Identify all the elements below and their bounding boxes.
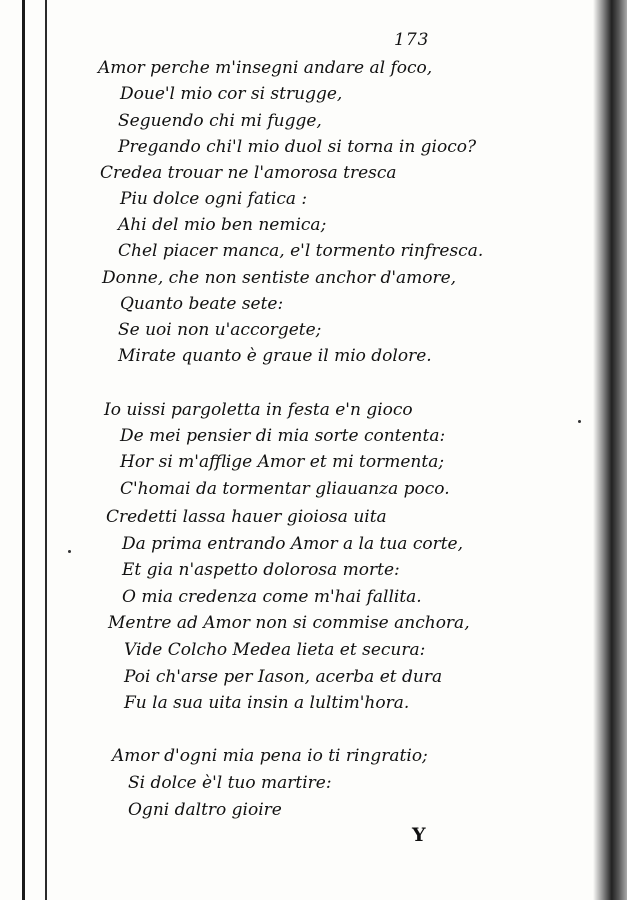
verse-line: Se uoi non u'accorgete; (118, 320, 322, 340)
verse-line: Doue'l mio cor si strugge, (120, 84, 343, 104)
verse-line: Fu la sua uita insin a lultim'hora. (124, 693, 410, 713)
verse-line: Credea trouar ne l'amorosa tresca (100, 163, 397, 183)
verse-line: Da prima entrando Amor a la tua corte, (122, 534, 464, 554)
ink-speck (68, 550, 71, 553)
signature-mark: Y (412, 824, 426, 846)
verse-line: Mirate quanto è graue il mio dolore. (118, 346, 432, 366)
ink-speck (578, 420, 581, 423)
verse-line: Poi ch'arse per Iason, acerba et dura (124, 667, 443, 687)
page-gutter-shadow (22, 0, 25, 900)
verse-line: Vide Colcho Medea lieta et secura: (124, 640, 426, 660)
page-number: 173 (394, 30, 430, 50)
page-edge-shadow (593, 0, 627, 900)
verse-line: Ogni daltro gioire (128, 800, 282, 820)
page-fold-line (45, 0, 47, 900)
verse-line: Seguendo chi mi fugge, (118, 111, 322, 131)
verse-line: Hor si m'afflige Amor et mi tormenta; (120, 452, 445, 472)
verse-line: Chel piacer manca, e'l tormento rinfresca. (118, 241, 484, 261)
verse-line: C'homai da tormentar gliauanza poco. (120, 479, 450, 499)
verse-line: Amor d'ogni mia pena io ti ringratio; (112, 746, 428, 766)
verse-line: Si dolce è'l tuo martire: (128, 773, 332, 793)
verse-line: Credetti lassa hauer gioiosa uita (106, 507, 387, 527)
verse-line: Amor perche m'insegni andare al foco, (98, 58, 433, 78)
verse-line: O mia credenza come m'hai fallita. (122, 587, 422, 607)
verse-line: Et gia n'aspetto dolorosa morte: (122, 560, 400, 580)
verse-line: De mei pensier di mia sorte contenta: (120, 426, 446, 446)
verse-line: Io uissi pargoletta in festa e'n gioco (104, 400, 413, 420)
verse-line: Donne, che non sentiste anchor d'amore, (102, 268, 457, 288)
verse-line: Ahi del mio ben nemica; (118, 215, 327, 235)
verse-line: Quanto beate sete: (120, 294, 284, 314)
verse-line: Mentre ad Amor non si commise anchora, (108, 613, 470, 633)
verse-line: Pregando chi'l mio duol si torna in gioco? (118, 137, 477, 157)
verse-line: Piu dolce ogni fatica : (120, 189, 308, 209)
